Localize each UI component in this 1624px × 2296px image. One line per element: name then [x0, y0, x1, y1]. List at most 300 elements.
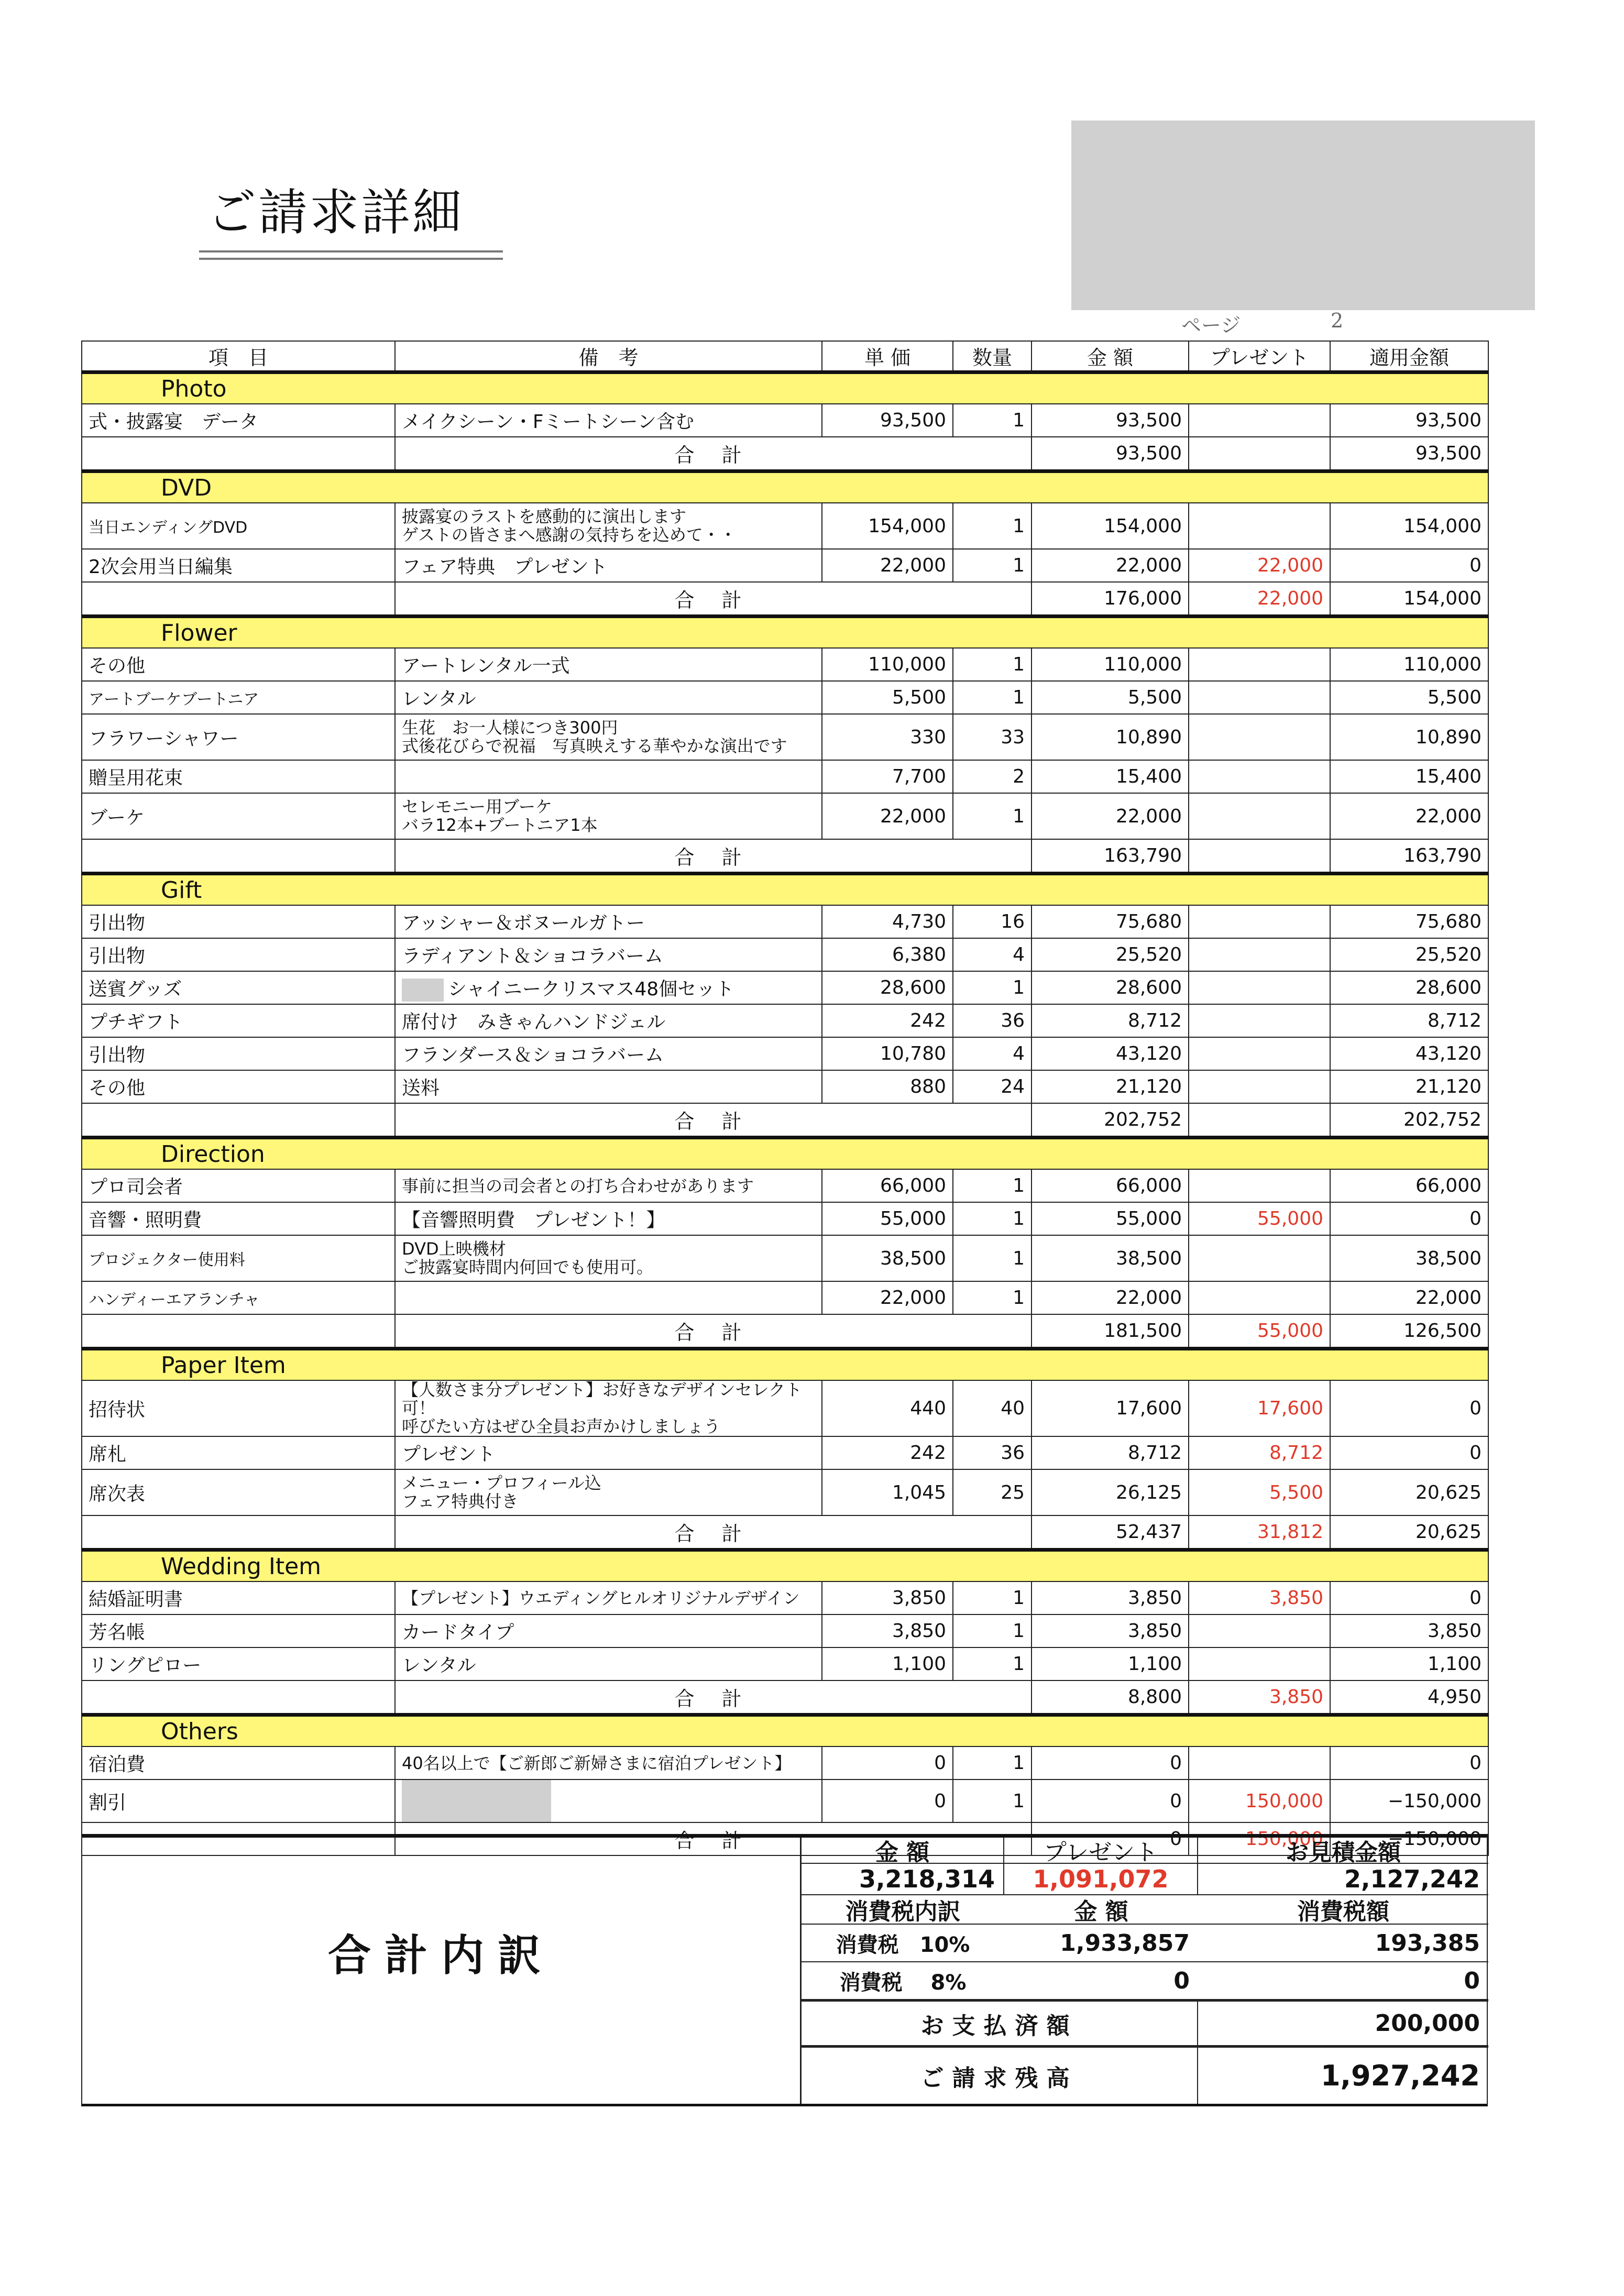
unit-price-cell: 22,000: [822, 549, 953, 582]
tax-value-header: 消費税額: [1198, 1894, 1488, 1925]
present-cell: [1189, 1235, 1330, 1281]
page-number: 2: [1331, 309, 1344, 332]
subtotal-row: [82, 437, 1488, 471]
unit-price-cell: 0: [822, 1779, 953, 1822]
note-line: フランダース＆ショコラバーム: [402, 1045, 664, 1066]
tax8-value: 0: [1198, 1962, 1488, 2000]
amount-cell: 25,520: [1032, 938, 1189, 971]
subtotal-amount: 0: [1032, 1822, 1189, 1855]
amount-cell: 93,500: [1032, 404, 1189, 437]
subtotal-present: [1189, 1103, 1330, 1138]
qty-cell: 40: [953, 1380, 1032, 1436]
note-line: レンタル: [402, 1655, 476, 1676]
note-line: 【人数さま分プレゼント】お好きなデザインセレクト可！: [402, 1380, 802, 1418]
present-cell: 150,000: [1189, 1779, 1330, 1822]
summary-estimate-value: 2,127,242: [1344, 1865, 1480, 1893]
item-cell: その他: [82, 1070, 395, 1103]
paid-value: 200,000: [1198, 2000, 1488, 2046]
present-cell: [1189, 1746, 1330, 1779]
note-cell: [395, 549, 822, 582]
table-row: [82, 1037, 1488, 1070]
subtotal-amount: 176,000: [1032, 582, 1189, 617]
table-row: [82, 1202, 1488, 1235]
subtotal-label: 合 計: [395, 1103, 1032, 1138]
present-cell: [1189, 793, 1330, 839]
unit-price-cell: 10,780: [822, 1037, 953, 1070]
note-line: DVD上映機材: [402, 1239, 506, 1259]
paid-label: お支払済額: [802, 2000, 1198, 2046]
qty-cell: 24: [953, 1070, 1032, 1103]
unit-price-cell: 154,000: [822, 503, 953, 549]
table-row: [82, 404, 1488, 437]
present-cell: [1189, 1281, 1330, 1314]
note-line: 【音響照明費 プレゼント！】: [402, 1210, 665, 1231]
item-cell: アートブーケブートニア: [82, 681, 395, 714]
note-cell: [395, 1070, 822, 1103]
applied-cell: 20,625: [1330, 1469, 1488, 1515]
qty-cell: 1: [953, 404, 1032, 437]
invoice-detail-table: [81, 340, 1489, 1856]
qty-cell: 1: [953, 1581, 1032, 1614]
summary-amount-header: 金 額: [802, 1838, 1004, 1864]
table-row: [82, 1235, 1488, 1281]
unit-price-cell: 330: [822, 714, 953, 760]
header-present: プレゼント: [1189, 341, 1330, 372]
amount-cell: 5,500: [1032, 681, 1189, 714]
section-header-row: [82, 1349, 1488, 1381]
applied-cell: 10,890: [1330, 714, 1488, 760]
summary-panel: [81, 1834, 1488, 2106]
unit-price-cell: 28,600: [822, 971, 953, 1004]
present-cell: 5,500: [1189, 1469, 1330, 1515]
item-cell: 引出物: [82, 905, 395, 938]
item-cell: 音響・照明費: [82, 1202, 395, 1235]
qty-cell: 1: [953, 1779, 1032, 1822]
applied-cell: 154,000: [1330, 503, 1488, 549]
item-cell: ハンディーエアランチャ: [82, 1281, 395, 1314]
unit-price-cell: 38,500: [822, 1235, 953, 1281]
table-row: [82, 938, 1488, 971]
applied-cell: 25,520: [1330, 938, 1488, 971]
subtotal-blank: [82, 1103, 395, 1138]
subtotal-present: 150,000: [1189, 1822, 1330, 1855]
note-cell: [395, 971, 822, 1004]
subtotal-label: 合 計: [395, 1822, 1032, 1855]
qty-cell: 1: [953, 1614, 1032, 1647]
qty-cell: 1: [953, 1169, 1032, 1202]
amount-cell: 1,100: [1032, 1647, 1189, 1680]
table-row: [82, 1614, 1488, 1647]
section-title: Photo: [82, 372, 1488, 404]
amount-cell: 154,000: [1032, 503, 1189, 549]
note-line: メイクシーン・Fミートシーン含む: [402, 411, 694, 433]
applied-cell: 28,600: [1330, 971, 1488, 1004]
qty-cell: 25: [953, 1469, 1032, 1515]
unit-price-cell: 440: [822, 1380, 953, 1436]
present-cell: [1189, 648, 1330, 681]
unit-price-cell: 110,000: [822, 648, 953, 681]
qty-cell: 1: [953, 549, 1032, 582]
unit-price-cell: 880: [822, 1070, 953, 1103]
amount-cell: 21,120: [1032, 1070, 1189, 1103]
header-applied: 適用金額: [1330, 341, 1488, 372]
table-row: [82, 1469, 1488, 1515]
subtotal-amount: 181,500: [1032, 1314, 1189, 1349]
note-cell: [395, 648, 822, 681]
summary-present-header: プレゼント: [1004, 1838, 1198, 1864]
unit-price-cell: 3,850: [822, 1581, 953, 1614]
item-cell: その他: [82, 648, 395, 681]
summary-estimate-header: お見積金額: [1198, 1838, 1488, 1864]
note-cell: [395, 1202, 822, 1235]
header-note: 備 考: [395, 341, 822, 372]
applied-cell: 75,680: [1330, 905, 1488, 938]
amount-cell: 110,000: [1032, 648, 1189, 681]
unit-price-cell: 22,000: [822, 793, 953, 839]
note-line: ラディアント＆ショコラバーム: [402, 946, 663, 967]
subtotal-blank: [82, 437, 395, 471]
qty-cell: 1: [953, 503, 1032, 549]
item-cell: 送賓グッズ: [82, 971, 395, 1004]
subtotal-applied: 154,000: [1330, 582, 1488, 617]
amount-cell: 55,000: [1032, 1202, 1189, 1235]
summary-amount-value: 3,218,314: [802, 1864, 1004, 1894]
applied-cell: 5,500: [1330, 681, 1488, 714]
note-cell: [395, 1647, 822, 1680]
section-header-row: [82, 1715, 1488, 1747]
subtotal-applied: 202,752: [1330, 1103, 1488, 1138]
table-row: [82, 905, 1488, 938]
tax10-base: 1,933,857: [1004, 1925, 1198, 1962]
section-title: Gift: [82, 874, 1488, 906]
note-cell: [395, 1169, 822, 1202]
note-cell: [395, 938, 822, 971]
section-header-row: [82, 372, 1488, 404]
table-row: [82, 1281, 1488, 1314]
note-line: バラ12本+ブートニア1本: [402, 815, 598, 835]
applied-cell: 0: [1330, 1746, 1488, 1779]
amount-cell: 38,500: [1032, 1235, 1189, 1281]
note-line: 披露宴のラストを感動的に演出します: [402, 507, 687, 526]
qty-cell: 36: [953, 1436, 1032, 1469]
note-line: カードタイプ: [402, 1622, 514, 1643]
note-cell: [395, 1469, 822, 1515]
table-row: [82, 648, 1488, 681]
header-qty: 数量: [953, 341, 1032, 372]
item-cell: 割引: [82, 1779, 395, 1822]
subtotal-label: 合 計: [395, 1314, 1032, 1349]
table-row: [82, 1380, 1488, 1436]
applied-cell: 0: [1330, 549, 1488, 582]
note-line: プレゼント: [402, 1444, 496, 1465]
note-cell: [395, 793, 822, 839]
unit-price-cell: 66,000: [822, 1169, 953, 1202]
table-row: [82, 1779, 1488, 1822]
item-cell: リングピロー: [82, 1647, 395, 1680]
subtotal-blank: [82, 1680, 395, 1715]
unit-price-cell: 55,000: [822, 1202, 953, 1235]
applied-cell: 66,000: [1330, 1169, 1488, 1202]
table-row: [82, 1169, 1488, 1202]
table-row: [82, 971, 1488, 1004]
subtotal-blank: [82, 582, 395, 617]
note-cell: [395, 1004, 822, 1037]
subtotal-blank: [82, 839, 395, 874]
applied-cell: −150,000: [1330, 1779, 1488, 1822]
subtotal-amount: 52,437: [1032, 1515, 1189, 1550]
qty-cell: 16: [953, 905, 1032, 938]
section-header-row: [82, 471, 1488, 503]
table-row: [82, 549, 1488, 582]
unit-price-cell: 93,500: [822, 404, 953, 437]
amount-cell: 66,000: [1032, 1169, 1189, 1202]
item-cell: プチギフト: [82, 1004, 395, 1037]
item-cell: 席札: [82, 1436, 395, 1469]
note-cell: [395, 404, 822, 437]
header-item: 項 目: [82, 341, 395, 372]
present-cell: [1189, 971, 1330, 1004]
applied-cell: 0: [1330, 1380, 1488, 1436]
subtotal-applied: 20,625: [1330, 1515, 1488, 1550]
amount-cell: 28,600: [1032, 971, 1189, 1004]
summary-present-value: 1,091,072: [1004, 1864, 1198, 1894]
unit-price-cell: 242: [822, 1004, 953, 1037]
subtotal-amount: 8,800: [1032, 1680, 1189, 1715]
present-cell: 22,000: [1189, 549, 1330, 582]
subtotal-present: [1189, 839, 1330, 874]
amount-cell: 75,680: [1032, 905, 1189, 938]
subtotal-label: 合 計: [395, 437, 1032, 471]
table-row: [82, 714, 1488, 760]
table-row: [82, 1070, 1488, 1103]
present-cell: [1189, 1614, 1330, 1647]
note-line: アッシャー＆ボヌールガトー: [402, 913, 645, 934]
item-cell: 芳名帳: [82, 1614, 395, 1647]
qty-cell: 1: [953, 1235, 1032, 1281]
note-cell: [395, 681, 822, 714]
unit-price-cell: 3,850: [822, 1614, 953, 1647]
present-cell: [1189, 404, 1330, 437]
table-row: [82, 1647, 1488, 1680]
subtotal-label: 合 計: [395, 1680, 1032, 1715]
applied-cell: 0: [1330, 1202, 1488, 1235]
subtotal-row: [82, 582, 1488, 617]
subtotal-present: 3,850: [1189, 1680, 1330, 1715]
amount-cell: 8,712: [1032, 1436, 1189, 1469]
section-header-row: [82, 1138, 1488, 1170]
note-cell: [395, 1746, 822, 1779]
present-cell: [1189, 1647, 1330, 1680]
unit-price-cell: 1,045: [822, 1469, 953, 1515]
subtotal-applied: −150,000: [1330, 1822, 1488, 1855]
amount-cell: 0: [1032, 1746, 1189, 1779]
applied-cell: 21,120: [1330, 1070, 1488, 1103]
note-line: 40名以上で【ご新郎ご新婦さまに宿泊プレゼント】: [402, 1753, 792, 1773]
item-cell: フラワーシャワー: [82, 714, 395, 760]
section-title: Direction: [82, 1138, 1488, 1170]
item-cell: 引出物: [82, 1037, 395, 1070]
applied-cell: 0: [1330, 1436, 1488, 1469]
table-row: [82, 760, 1488, 793]
note-cell: [395, 1581, 822, 1614]
section-title: Flower: [82, 617, 1488, 649]
item-cell: 式・披露宴 データ: [82, 404, 395, 437]
title-underline-2: [199, 258, 503, 260]
qty-cell: 2: [953, 760, 1032, 793]
balance-label: ご請求残高: [802, 2046, 1198, 2104]
note-cell: [395, 1779, 822, 1822]
item-cell: プロ司会者: [82, 1169, 395, 1202]
applied-cell: 22,000: [1330, 793, 1488, 839]
header-amount: 金 額: [1032, 341, 1189, 372]
note-cell: [395, 760, 822, 793]
applied-cell: 0: [1330, 1581, 1488, 1614]
present-cell: 55,000: [1189, 1202, 1330, 1235]
note-cell: [395, 503, 822, 549]
present-cell: [1189, 503, 1330, 549]
title-underline: [199, 250, 503, 252]
note-line: 送料: [402, 1078, 440, 1099]
present-cell: 3,850: [1189, 1581, 1330, 1614]
present-cell: [1189, 1004, 1330, 1037]
table-row: [82, 1746, 1488, 1779]
item-cell: 当日エンディングDVD: [82, 503, 395, 549]
present-cell: [1189, 1037, 1330, 1070]
amount-cell: 3,850: [1032, 1614, 1189, 1647]
subtotal-label: 合 計: [395, 582, 1032, 617]
note-line: ゲストの皆さまへ感謝の気持ちを込めて・・: [402, 525, 737, 545]
subtotal-row: [82, 1515, 1488, 1550]
qty-cell: 1: [953, 1647, 1032, 1680]
applied-cell: 15,400: [1330, 760, 1488, 793]
tax8-base: 0: [1004, 1962, 1198, 2000]
qty-cell: 36: [953, 1004, 1032, 1037]
tax8-label: 消費税 8%: [802, 1962, 1004, 2000]
applied-cell: 1,100: [1330, 1647, 1488, 1680]
amount-cell: 8,712: [1032, 1004, 1189, 1037]
subtotal-present: 31,812: [1189, 1515, 1330, 1550]
amount-cell: 22,000: [1032, 1281, 1189, 1314]
applied-cell: 8,712: [1330, 1004, 1488, 1037]
subtotal-blank: [82, 1314, 395, 1349]
unit-price-cell: 5,500: [822, 681, 953, 714]
document-title: ご請求詳細: [207, 184, 464, 241]
section-title: Others: [82, 1715, 1488, 1747]
subtotal-amount: 163,790: [1032, 839, 1189, 874]
section-header-row: [82, 1550, 1488, 1582]
subtotal-label: 合 計: [395, 1515, 1032, 1550]
section-title: DVD: [82, 471, 1488, 503]
note-line: フェア特典付き: [402, 1491, 519, 1511]
note-line: 席付け みきゃんハンドジェル: [402, 1012, 666, 1033]
qty-cell: 1: [953, 1281, 1032, 1314]
unit-price-cell: 1,100: [822, 1647, 953, 1680]
amount-cell: 0: [1032, 1779, 1189, 1822]
qty-cell: 4: [953, 1037, 1032, 1070]
note-line: 生花 お一人様につき300円: [402, 718, 618, 738]
present-cell: [1189, 760, 1330, 793]
amount-cell: 26,125: [1032, 1469, 1189, 1515]
qty-cell: 1: [953, 793, 1032, 839]
note-line: セレモニー用ブーケ: [402, 797, 553, 817]
subtotal-row: [82, 1103, 1488, 1138]
amount-cell: 22,000: [1032, 793, 1189, 839]
present-cell: [1189, 938, 1330, 971]
note-cell: [395, 1235, 822, 1281]
item-cell: 2次会用当日編集: [82, 549, 395, 582]
item-cell: ブーケ: [82, 793, 395, 839]
tax-breakdown-header: 消費税内訳: [802, 1894, 1004, 1925]
amount-cell: 10,890: [1032, 714, 1189, 760]
tax10-label: 消費税 10%: [802, 1925, 1004, 1962]
note-line: 事前に担当の司会者との打ち合わせがあります: [402, 1176, 754, 1196]
note-line: シャイニークリスマス48個セット: [448, 978, 734, 1000]
table-row: [82, 1004, 1488, 1037]
note-line: 式後花びらで祝福 写真映えする華やかな演出です: [402, 736, 787, 756]
present-cell: 17,600: [1189, 1380, 1330, 1436]
section-title: Paper Item: [82, 1349, 1488, 1381]
present-cell: [1189, 681, 1330, 714]
applied-cell: 93,500: [1330, 404, 1488, 437]
table-row: [82, 1581, 1488, 1614]
item-cell: 宿泊費: [82, 1746, 395, 1779]
amount-cell: 17,600: [1032, 1380, 1189, 1436]
note-line: フェア特典 プレゼント: [402, 556, 608, 578]
qty-cell: 33: [953, 714, 1032, 760]
table-row: [82, 793, 1488, 839]
subtotal-present: 22,000: [1189, 582, 1330, 617]
unit-price-cell: 7,700: [822, 760, 953, 793]
applied-cell: 3,850: [1330, 1614, 1488, 1647]
item-cell: プロジェクター使用料: [82, 1235, 395, 1281]
unit-price-cell: 4,730: [822, 905, 953, 938]
amount-cell: 3,850: [1032, 1581, 1189, 1614]
subtotal-present: 55,000: [1189, 1314, 1330, 1349]
section-header-row: [82, 874, 1488, 906]
item-cell: 結婚証明書: [82, 1581, 395, 1614]
subtotal-applied: 126,500: [1330, 1314, 1488, 1349]
subtotal-amount: 202,752: [1032, 1103, 1189, 1138]
subtotal-applied: 4,950: [1330, 1680, 1488, 1715]
tax10-value: 193,385: [1198, 1925, 1488, 1962]
tax-amount-header: 金 額: [1004, 1894, 1198, 1925]
summary-grid: [800, 1838, 1488, 2104]
item-cell: 引出物: [82, 938, 395, 971]
note-cell: [395, 714, 822, 760]
unit-price-cell: 22,000: [822, 1281, 953, 1314]
present-cell: [1189, 714, 1330, 760]
applied-cell: 38,500: [1330, 1235, 1488, 1281]
note-cell: [395, 1281, 822, 1314]
redacted-text: [402, 979, 444, 1002]
subtotal-applied: 163,790: [1330, 839, 1488, 874]
note-cell: [395, 1436, 822, 1469]
note-cell: [395, 1380, 822, 1436]
note-line: メニュー・プロフィール込: [402, 1473, 601, 1493]
header-unit-price: 単 価: [822, 341, 953, 372]
present-cell: [1189, 905, 1330, 938]
note-line: レンタル: [402, 688, 476, 710]
item-cell: 贈呈用花束: [82, 760, 395, 793]
present-cell: 8,712: [1189, 1436, 1330, 1469]
qty-cell: 4: [953, 938, 1032, 971]
applied-cell: 43,120: [1330, 1037, 1488, 1070]
qty-cell: 1: [953, 1202, 1032, 1235]
subtotal-applied: 93,500: [1330, 437, 1488, 471]
section-title: Wedding Item: [82, 1550, 1488, 1582]
qty-cell: 1: [953, 648, 1032, 681]
amount-cell: 22,000: [1032, 549, 1189, 582]
